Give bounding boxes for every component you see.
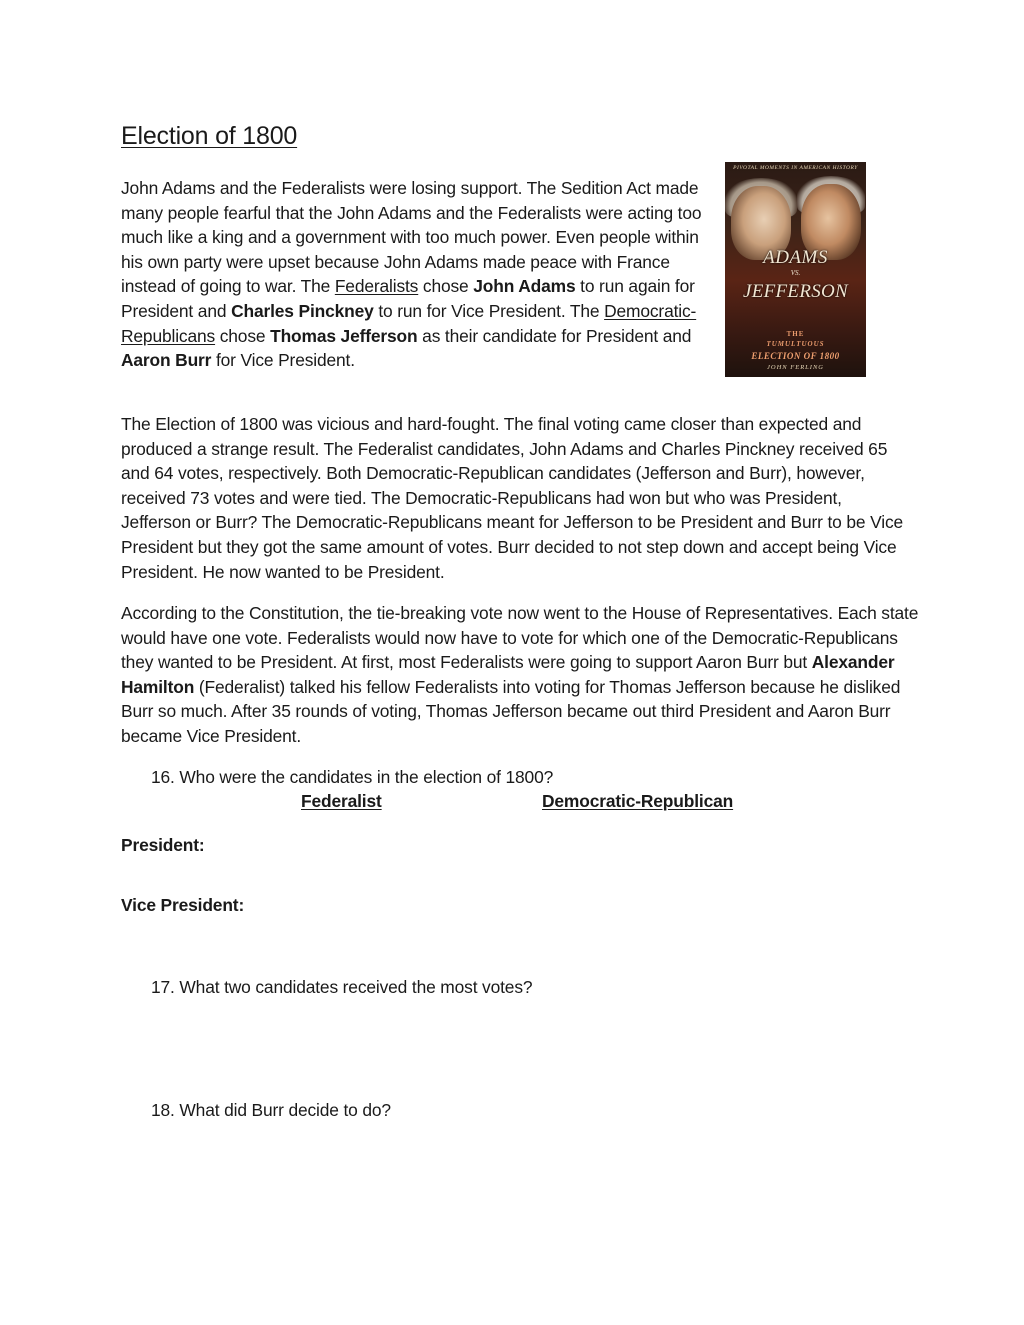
tie-breaking-paragraph: According to the Constitution, the tie-breaking vote now went to the House of Representatives. Each state would have one vote. Federalists would now have to vote for which one of the Democratic-Republicans they wanted to be President. At first, most Federalists were going to support Aaron Burr but Alexander Hamilton (Federalist) talked his fellow Federalists into voting for Thomas Jefferson because he disliked Burr so much. After 35 rounds of voting, Thomas Jefferson became out third President and Aaron Burr became Vice President. <box>121 603 919 746</box>
democratic-republicans-term: Democratic-Republicans <box>121 300 697 346</box>
question-18: 18. What did Burr decide to do? <box>151 1100 391 1120</box>
charles-pinckney-name: Charles Pinckney <box>231 300 374 321</box>
column-header-federalist: Federalist <box>301 791 382 811</box>
cover-series-text: PIVOTAL MOMENTS IN AMERICAN HISTORY <box>733 165 858 171</box>
cover-subtitle-tumultuous: TUMULTUOUS <box>766 340 825 348</box>
intro-paragraph: John Adams and the Federalists were losing support. The Sedition Act made many people fearful that the John Adams and the Federalists were acting too much like a king and a government with too much power. Even people within his own party were upset because John Adams made peace with France instead of going to war. The Federalists chose John Adams to run again for President and Charles Pinckney to run for Vice President. The Democratic-Republicans chose Thomas Jefferson as their candidate for President and Aaron Burr for Vice President. <box>121 178 702 371</box>
cover-vs: VS. <box>790 269 801 277</box>
cover-subtitle-the: THE <box>786 330 805 338</box>
john-adams-name: John Adams <box>473 276 576 297</box>
cover-author: JOHN FERLING <box>767 364 824 371</box>
cover-title-adams: ADAMS <box>763 247 828 268</box>
cover-title-jefferson: JEFFERSON <box>742 281 849 302</box>
alexander-hamilton-name: Alexander Hamilton <box>121 652 895 697</box>
row-label-vice-president: Vice President: <box>121 895 245 915</box>
page-title: Election of 1800 <box>121 122 298 150</box>
row-label-president: President: <box>121 835 205 855</box>
results-paragraph: The Election of 1800 was vicious and hard-fought. The final voting came closer than expected and produced a strange result. The Federalist candidates, John Adams and Charles Pinckney received 65 and 64 votes, respectively. Both Democratic-Republican candidates (Jefferson and Burr), however, received 73 votes and were tied. The Democratic-Republicans had won but who was President, Jefferson or Burr? The Democratic-Republicans meant for Jefferson to be President and Burr to be Vice President but they got the same amount of votes. Burr decided to not step down and accept being Vice President. He now wanted to be President. <box>121 414 904 582</box>
cover-subtitle-election: ELECTION OF 1800 <box>751 351 840 361</box>
question-16: 16. Who were the candidates in the election of 1800? <box>151 767 554 787</box>
aaron-burr-name: Aaron Burr <box>121 350 212 371</box>
thomas-jefferson-name: Thomas Jefferson <box>270 325 418 346</box>
question-17: 17. What two candidates received the most votes? <box>151 977 533 997</box>
column-header-democratic-republican: Democratic-Republican <box>542 791 734 811</box>
book-cover-image <box>725 162 866 377</box>
federalists-term: Federalists <box>334 276 419 297</box>
